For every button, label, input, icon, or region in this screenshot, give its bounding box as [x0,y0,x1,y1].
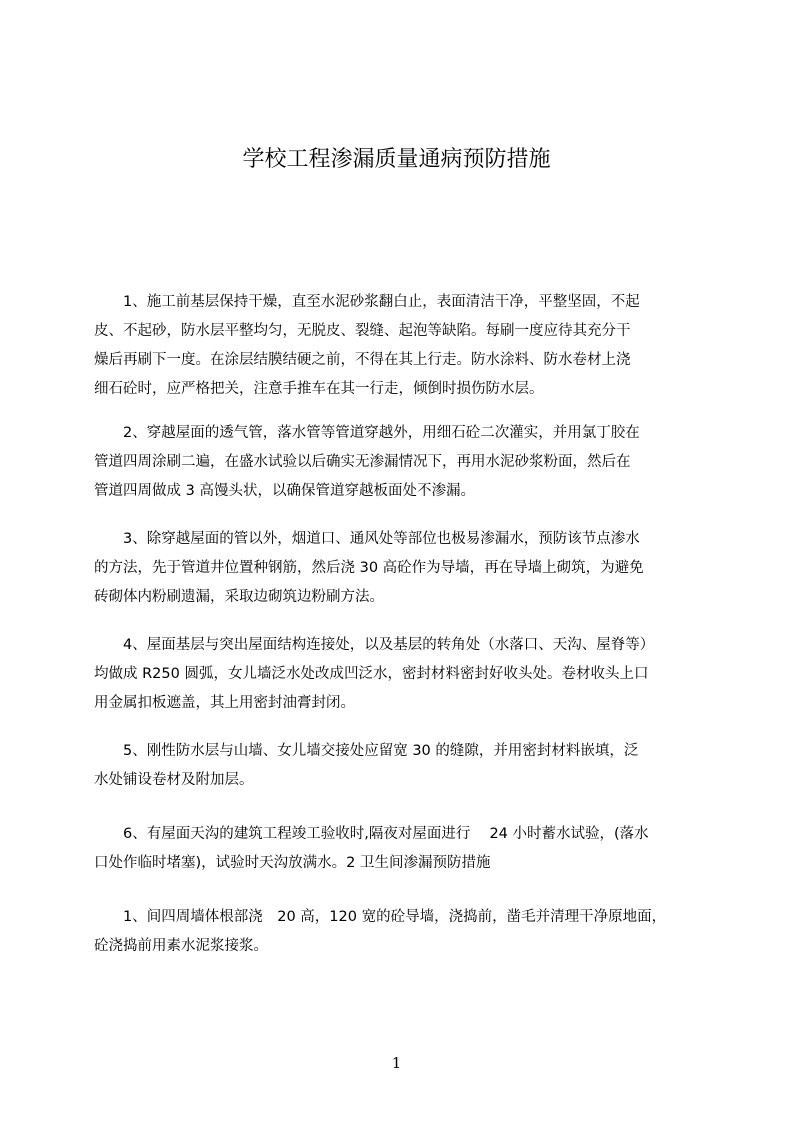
paragraph-line: 水处铺设卷材及附加层。 [94,772,254,788]
paragraph-line: 管道四周做成 3 高馒头状，以确保管道穿越板面处不渗漏。 [94,483,475,499]
paragraph-line: 砖砌体内粉刷遗漏，采取边砌筑边粉刷方法。 [94,589,384,605]
paragraph-line: 6、有屋面天沟的建筑工程竣工验收时,隔夜对屋面进行 24 小时蓄水试验，(落水 [94,826,649,842]
page-number: 1 [391,1054,402,1072]
paragraph-line: 1、间四周墙体根部浇 20 高，120 宽的砼导墙，浇捣前，凿毛并清理干净原地面， [94,909,667,925]
paragraph-5 [94,737,706,795]
paragraph-line: 皮、不起砂，防水层平整均匀，无脱皮、裂缝、起泡等缺陷。每刷一度应待其充分干 [94,323,631,339]
paragraph-line: 细石砼时，应严格把关，注意手推车在其一行走，倾倒时损伤防水层。 [94,381,544,397]
paragraph-line: 管道四周涂刷二遍，在盛水试验以后确实无渗漏情况下，再用水泥砂浆粉面，然后在 [94,454,631,470]
paragraph-3 [94,525,706,612]
paragraph-line: 5、刚性防水层与山墙、女儿墙交接处应留宽 30 的缝隙，并用密封材料嵌填，泛 [94,743,639,759]
paragraph-2 [94,419,706,506]
paragraph-7 [94,903,706,961]
paragraph-line: 均做成 R250 圆弧，女儿墙泛水处改成凹泛水，密封材料密封好收头处。卷材收头上口 [94,666,649,682]
paragraph-line: 口处作临时堵塞)，试验时天沟放满水。2 卫生间渗漏预防措施 [94,855,491,871]
document-title: 学校工程渗漏质量通病预防措施 [242,147,551,172]
paragraph-4 [94,631,706,718]
paragraph-line: 1、施工前基层保持干燥，直至水泥砂浆翻白止，表面清洁干净，平整坚固，不起 [94,294,640,310]
paragraph-line: 4、屋面基层与突出屋面结构连接处，以及基层的转角处（水落口、天沟、屋脊等） [94,637,655,653]
paragraph-1 [94,288,706,404]
paragraph-line: 2、穿越屋面的透气管，落水管等管道穿越外，用细石砼二次灌实，并用氯丁胶在 [94,425,640,441]
paragraph-line: 的方法，先于管道井位置种钢筋，然后浇 30 高砼作为导墙，再在导墙上砌筑，为避免 [94,560,644,576]
paragraph-line: 用金属扣板遮盖，其上用密封油膏封闭。 [94,695,355,711]
paragraph-line: 砼浇捣前用素水泥浆接浆。 [94,938,268,954]
paragraph-line: 燥后再刷下一度。在涂层结膜结硬之前，不得在其上行走。防水涂料、防水卷材上浇 [94,352,631,368]
paragraph-6 [94,820,706,878]
paragraph-line: 3、除穿越屋面的管以外，烟道口、通风处等部位也极易渗漏水，预防该节点渗水 [94,531,640,547]
